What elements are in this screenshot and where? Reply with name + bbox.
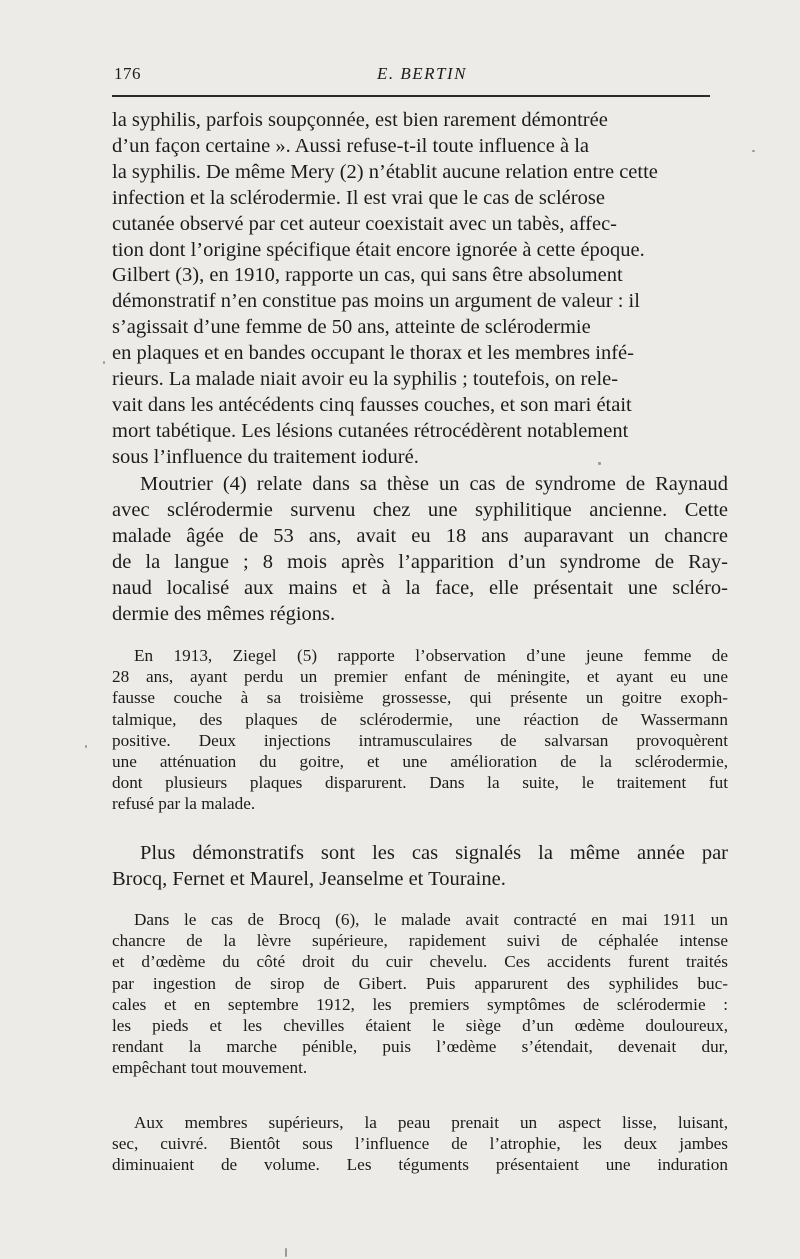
text-line: naud localisé aux mains et à la face, elle présentait une scléro- bbox=[112, 576, 728, 599]
scan-speck bbox=[285, 1248, 287, 1257]
scan-speck bbox=[752, 150, 755, 152]
page-header bbox=[114, 64, 730, 88]
text-line: infection et la sclérodermie. Il est vrai que le cas de sclérose bbox=[112, 186, 605, 209]
text-line: de la langue ; 8 mois après l’apparition d’un syndrome de Ray- bbox=[112, 550, 728, 573]
text-line: dermie des mêmes régions. bbox=[112, 602, 336, 625]
text-line: Brocq, Fernet et Maurel, Jeanselme et Touraine. bbox=[112, 867, 506, 890]
text-line: s’agissait d’une femme de 50 ans, atteinte de sclérodermie bbox=[112, 316, 591, 339]
running-head: E. BERTIN bbox=[377, 64, 467, 83]
text-line: Plus démonstratifs sont les cas signalés la même année par bbox=[140, 842, 728, 864]
text-line: avec sclérodermie survenu chez une syphilitique ancienne. Cette bbox=[112, 498, 728, 521]
text-line: positive. Deux injections intramusculaires de salvarsan provoquèrent bbox=[112, 730, 728, 750]
text-line: empêchant tout mouvement. bbox=[112, 1058, 308, 1078]
text-line: une atténuation du goitre, et une amélioration de la sclérodermie, bbox=[112, 752, 728, 772]
text-line: Aux membres supérieurs, la peau prenait un aspect lisse, luisant, bbox=[134, 1113, 728, 1132]
paragraph-5 bbox=[112, 909, 728, 1079]
paragraph-2 bbox=[112, 472, 728, 627]
text-line: la syphilis, parfois soupçonnée, est bien rarement démontrée bbox=[112, 109, 608, 131]
text-line: chancre de la lèvre supérieure, rapidement suivi de céphalée intense bbox=[112, 931, 728, 951]
paragraph-4 bbox=[112, 841, 728, 893]
text-line: cales et en septembre 1912, les premiers symptômes de sclérodermie : bbox=[112, 994, 728, 1014]
text-line: mort tabétique. Les lésions cutanées rétrocédèrent notablement bbox=[112, 419, 629, 442]
text-line: Gilbert (3), en 1910, rapporte un cas, qui sans être absolument bbox=[112, 264, 623, 287]
scan-speck bbox=[103, 361, 105, 364]
scan-speck bbox=[598, 462, 601, 465]
paragraph-3 bbox=[112, 645, 728, 815]
text-line: tion dont l’origine spécifique était encore ignorée à cette époque. bbox=[112, 238, 645, 261]
text-line: et d’œdème du côté droit du cuir chevelu. Ces accidents furent traités bbox=[112, 952, 728, 972]
text-line: refusé par la malade. bbox=[112, 794, 256, 814]
text-line: en plaques et en bandes occupant le thorax et les membres infé- bbox=[112, 342, 634, 365]
header-rule bbox=[112, 95, 710, 97]
paragraph-1 bbox=[112, 108, 728, 471]
text-line: cutanée observé par cet auteur coexistait avec un tabès, affec- bbox=[112, 212, 618, 235]
text-line: Moutrier (4) relate dans sa thèse un cas de syndrome de Raynaud bbox=[140, 473, 728, 495]
text-line: Dans le cas de Brocq (6), le malade avait contracté en mai 1911 un bbox=[134, 910, 728, 929]
paragraph-6 bbox=[112, 1112, 728, 1176]
text-line: malade âgée de 53 ans, avait eu 18 ans auparavant un chancre bbox=[112, 524, 728, 547]
text-line: d’un façon certaine ». Aussi refuse-t-il toute influence à la bbox=[112, 134, 590, 157]
text-line: En 1913, Ziegel (5) rapporte l’observation d’une jeune femme de bbox=[134, 646, 728, 665]
text-line: la syphilis. De même Mery (2) n’établit aucune relation entre cette bbox=[112, 160, 658, 183]
text-line: rendant la marche pénible, puis l’œdème s’étendait, devenait dur, bbox=[112, 1037, 728, 1057]
scan-speck bbox=[85, 745, 87, 748]
text-line: par ingestion de sirop de Gibert. Puis apparurent des syphilides buc- bbox=[112, 973, 728, 993]
text-line: diminuaient de volume. Les téguments présentaient une induration bbox=[112, 1155, 728, 1175]
text-line: rieurs. La malade niait avoir eu la syphilis ; toutefois, on rele- bbox=[112, 368, 619, 391]
text-line: démonstratif n’en constitue pas moins un argument de valeur : il bbox=[112, 290, 640, 313]
text-line: sous l’influence du traitement ioduré. bbox=[112, 445, 419, 468]
text-line: les pieds et les chevilles étaient le siège d’un œdème douloureux, bbox=[112, 1016, 728, 1036]
text-line: 28 ans, ayant perdu un premier enfant de méningite, et ayant eu une bbox=[112, 667, 728, 687]
text-line: dont plusieurs plaques disparurent. Dans la suite, le traitement fut bbox=[112, 773, 728, 793]
page-number: 176 bbox=[114, 64, 141, 83]
text-line: talmique, des plaques de sclérodermie, une réaction de Wassermann bbox=[112, 709, 728, 729]
text-line: vait dans les antécédents cinq fausses couches, et son mari était bbox=[112, 393, 632, 416]
text-line: fausse couche à sa troisième grossesse, qui présente un goitre exoph- bbox=[112, 688, 728, 708]
text-line: sec, cuivré. Bientôt sous l’influence de l’atrophie, les deux jambes bbox=[112, 1134, 728, 1154]
